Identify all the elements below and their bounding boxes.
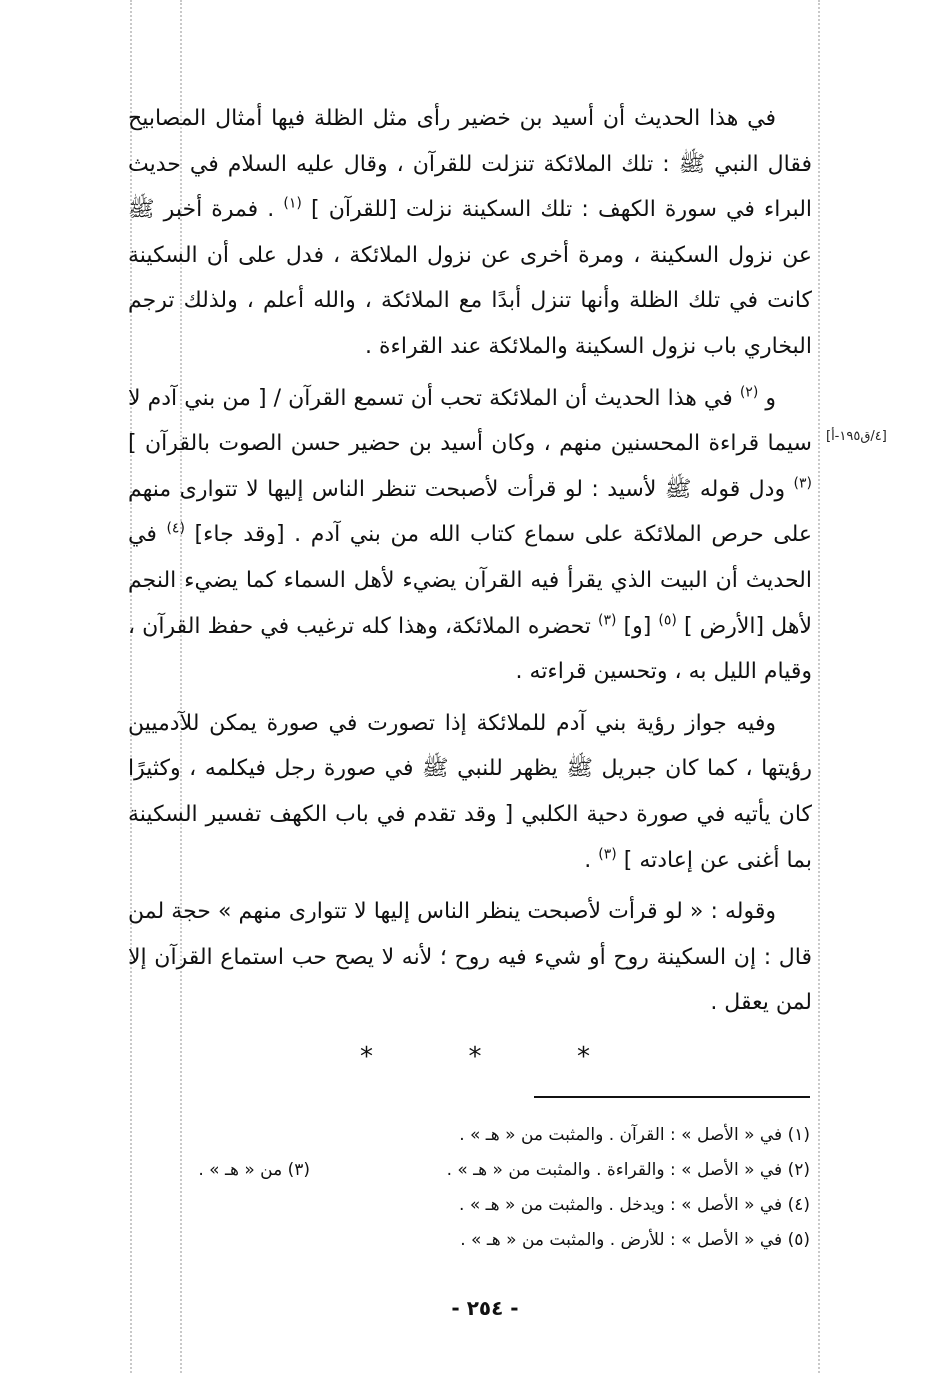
paragraph-3-end: . [584,847,599,873]
footnote-4: (٤) في « الأصل » : ويدخل . والمثبت من « هـ » . [459,1195,810,1215]
margin-guide-right [818,0,820,1373]
paragraph-2-text-d: في الحديث أن البيت الذي يقرأ فيه القرآن يضيء لأهل السماء كما يضيء النجم لأهل [الأرض ] [128,522,812,639]
paragraph-1-text-b: . فمرة أخبر ﷺ عن نزول السكينة ، ومرة أخرى عن نزول الملائكة ، فدل على أن السكينة كانت في تلك الظلة وأنها تنزل أبدًا مع الملائكة ، والله أعلم ، ولذلك ترجم البخاري باب نزول السكينة والملائكة عند القراءة . [128,197,812,359]
paragraph-2 [128,376,812,695]
paragraph-2-text-b: في هذا الحديث أن الملائكة تحب أن تسمع القرآن / [ من بني آدم لا سيما قراءة المحسنين منهم ، وكان أسيد بن حضير حسن الصوت بالقرآن ] [128,385,812,457]
footnote-ref[interactable]: (٤) [166,521,185,538]
footnote-ref[interactable]: (٥) [658,612,677,629]
footnote-ref[interactable]: (١) [283,195,302,212]
paragraph-4 [128,889,812,1026]
star-ornament: * [577,1042,590,1072]
section-divider-stars [360,1042,590,1072]
footnote-ref[interactable]: (٢) [739,384,759,401]
footnote-5: (٥) في « الأصل » : للأرض . والمثبت من « هـ » . [460,1230,810,1250]
star-ornament: * [360,1042,373,1072]
paragraph-2-text-e: [و] [616,613,659,639]
footnote-ref[interactable]: (٣) [598,612,617,629]
footnote-2: (٢) في « الأصل » : والقراءة . والمثبت من « هـ » . [446,1160,810,1180]
footnote-1: (١) في « الأصل » : القرآن . والمثبت من « هـ » . [459,1125,810,1145]
paragraph-2-text-a: و [758,385,776,411]
paragraph-3-text: وفيه جواز رؤية بني آدم للملائكة إذا تصورت في صورة يمكن للآدميين رؤيتها ، كما كان جبريل ﷺ يظهر للنبي ﷺ في صورة رجل فيكلمه ، وكثيرًا كان يأتيه في صورة دحية الكلبي [ وقد تقدم في باب الكهف تفسير السكينة بما أغنى عن إعادته ] [128,710,812,873]
paragraph-1 [128,96,812,370]
footnote-ref[interactable]: (٣) [793,475,812,492]
paragraph-4-text: وقوله : « لو قرأت لأصبحت ينظر الناس إليها لا تتوارى منهم » حجة لمن قال : إن السكينة روح أو شيء فيه روح ؛ لأنه لا يصح حب استماع القرآن إلا لمن يعقل . [128,899,812,1016]
star-ornament: * [468,1042,482,1072]
page-number: - ٢٥٤ - [451,1296,519,1320]
footnote-ref[interactable]: (٣) [598,846,617,863]
footnote-separator [534,1096,810,1098]
paragraph-1-text: في هذا الحديث أن أسيد بن خضير رأى مثل الظلة فيها أمثال المصابيح فقال النبي ﷺ : تلك الملائكة تنزلت للقرآن ، وقال عليه السلام في حديث البراء في سورة الكهف : تلك السكينة نزلت [للقرآن ] [128,106,813,223]
manuscript-folio-note: [٤/ق١٩٥-أ] [826,429,887,444]
paragraph-2-text-c: ودل قوله ﷺ لأسيد : لو قرأت لأصبحت تنظر الناس إليها لا تتوارى منهم على حرص الملائكة على سماع كتاب الله من بني آدم . [وقد جاء] [128,476,812,548]
paragraph-3 [128,701,812,883]
footnotes [380,1118,810,1258]
paragraph-2-text-f: تحضره الملائكة، وهذا كله ترغيب في حفظ القرآن ، وقيام الليل به ، وتحسين قراءته . [128,613,812,685]
footnote-3: (٣) من « هـ » . [198,1160,310,1180]
main-text [128,96,812,1026]
